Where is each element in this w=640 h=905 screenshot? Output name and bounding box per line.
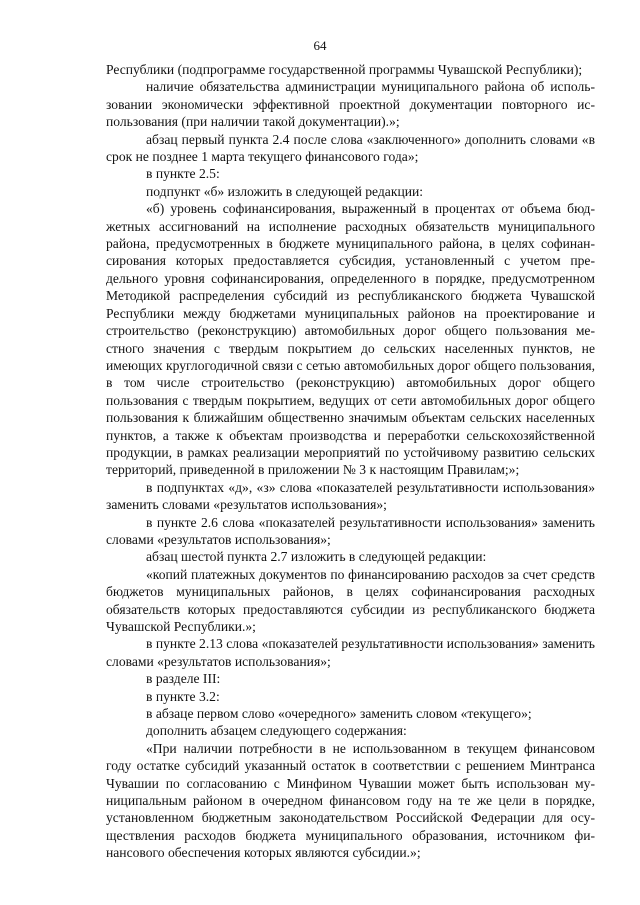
paragraph-subitems-d-z: в подпунктах «д», «з» слова «показателей результативности использования» заменить словами «результатов использования»; [106,479,595,513]
paragraph-item-2-6: в пункте 2.6 слова «показателей результативности использования» заменить словами «результатов использования»; [106,514,595,547]
document-body [106,61,595,862]
paragraph-republic-subprogram: Республики (подпрограмме государственной программы Чувашской Республики); [106,62,583,77]
page-number: 64 [313,38,327,53]
paragraph-section-3: в разделе III: [146,671,221,687]
paragraph-item-3-2: в пункте 3.2: [146,688,220,704]
paragraph-unused-balance: «При наличии потребности в не использованном в текущем финансовом году остатке субсидий указанный остаток в соответствии с решением Минтранса Чувашии по согласованию с Минфином Чувашии может быть использован муниципальным районом в очередном финансовом году на те же цели в порядке, установленном бюджетным законодательством Российской Федерации для осуществления расходов бюджета муниципального образования, источником финансового обеспечения которых являются субсидии.»; [106,740,595,861]
paragraph-item-2-7: абзац шестой пункта 2.7 изложить в следующей редакции: [146,549,487,565]
paragraph-first-sentence-change: в абзаце первом слово «очередного» заменить словом «текущего»; [146,706,532,722]
paragraph-add-sentence: дополнить абзацем следующего содержания: [146,723,407,739]
paragraph-payment-documents: «копий платежных документов по финансированию расходов за счет средств бюджетов муниципальных районов, в целях софинансирования расходных обязательств которых предоставляются субсидии из республиканского бюджета Чувашской Республики.»; [106,566,595,634]
paragraph-subitem-b: подпункт «б» изложить в следующей редакции: [146,183,424,199]
paragraph-item-2-5: в пункте 2.5: [146,166,220,182]
paragraph-item-2-4: абзац первый пункта 2.4 после слова «заключенного» дополнить словами «в срок не позднее 1 марта текущего финансового года»; [106,131,595,165]
paragraph-obligation-documentation: наличие обязательства администрации муниципального района об использовании экономически эффективной проектной документации повторного использования (при наличии такой документации).»; [106,79,595,130]
paragraph-item-2-13: в пункте 2.13 слова «показателей результативности использования» заменить словами «результатов использования»; [106,636,595,669]
paragraph-cofinancing-level: «б) уровень софинансирования, выраженный в процентах от объема бюджетных ассигнований на исполнение расходных обязательств муниципального района, предусмотренных в бюджете муниципального района, в целях софинансирования которых предоставляется субсидия, установленный с учетом предельного уровня софинансирования, определенного в порядке, предусмотренном Методикой распределения субсидий из республиканского бюджета Чувашской Республики между бюджетами муниципальных районов на проектирование и строительство (реконструкцию) автомобильных дорог общего пользования местного значения с твердым покрытием до сельских населенных пунктов, не имеющих круглогодичной связи с сетью автомобильных дорог общего пользования, в том числе строительство (реконструкцию) автомобильных дорог общего пользования с твердым покрытием, ведущих от сети автомобильных дорог общего пользования к ближайшим общественно значимым объектам сельских населенных пунктов, а также к объектам производства и переработки сельскохозяйственной продукции, в рамках реализации мероприятий по устойчивому развитию сельских территорий, приведенной в приложении № 3 к настоящим Правилам;»; [106,201,595,478]
